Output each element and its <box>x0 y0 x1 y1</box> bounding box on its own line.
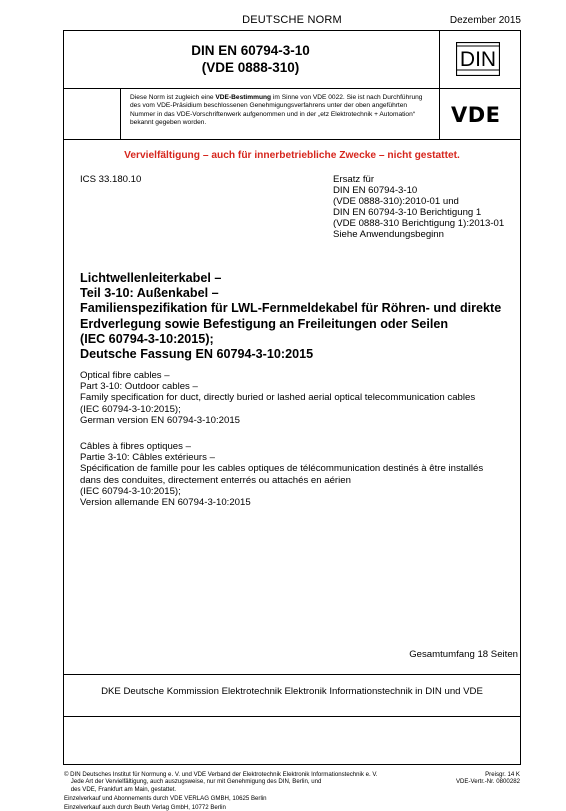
reproduction-warning: Vervielfältigung – auch für innerbetriebliche Zwecke – nicht gestattet. <box>124 150 460 161</box>
replacement-line: (VDE 0888-310 Berichtigung 1):2013-01 <box>333 218 505 229</box>
replacement-info <box>333 174 504 240</box>
title-line: Lichtwellenleiterkabel – <box>80 271 222 285</box>
title-line: Spécification de famille pour les cables optiques de télécommunication destinés à être installés <box>80 463 484 475</box>
standard-title <box>63 30 438 88</box>
vde-regulation-note <box>130 94 432 128</box>
replacement-line: DIN EN 60794-3-10 Berichtigung 1 <box>333 207 482 218</box>
replacement-line: (VDE 0888-310):2010-01 und <box>333 196 459 207</box>
ics-code: ICS 33.180.10 <box>80 174 142 185</box>
price-class: Preisgr. 14 K <box>485 771 520 778</box>
standard-number: DIN EN 60794-3-10 <box>191 43 310 58</box>
replacement-line: Ersatz für <box>333 174 375 185</box>
title-line: (IEC 60794-3-10:2015); <box>80 403 181 415</box>
note-bold: VDE-Bestimmung <box>215 94 272 101</box>
title-line: Optical fibre cables – <box>80 370 170 381</box>
dke-commission: DKE Deutsche Kommission Elektrotechnik Elektronik Informationstechnik in DIN und VDE <box>101 686 483 697</box>
standard-type: DEUTSCHE NORM <box>242 14 342 26</box>
title-line: dans des conduites, directement enterrés ou attachés en aérien <box>80 474 351 486</box>
page-count: Gesamtumfang 18 Seiten <box>409 649 518 660</box>
main-title-german <box>80 271 510 362</box>
divider-line <box>120 88 121 139</box>
title-line: Familienspezifikation für LWL-Fernmeldekabel für Röhren- und direkte <box>80 301 502 316</box>
title-line: Deutsche Fassung EN 60794-3-10:2015 <box>80 347 314 362</box>
note-prefix: Diese Norm ist zugleich eine <box>130 94 216 101</box>
divider-line <box>64 139 520 140</box>
divider-line <box>64 716 520 717</box>
copyright-notice <box>64 771 444 811</box>
vde-number: (VDE 0888-310) <box>201 60 300 75</box>
title-line: German version EN 60794-3-10:2015 <box>80 414 240 426</box>
divider-line <box>64 674 520 675</box>
divider-line <box>439 31 440 139</box>
title-line: Erdverlegung sowie Befestigung an Freileitungen oder Seilen <box>80 316 449 331</box>
title-line: Teil 3-10: Außenkabel – <box>80 286 219 301</box>
copyright-line: © DIN Deutsches Institut für Normung e. V. und VDE Verband der Elektrotechnik Elektronik Informationstechnik e. V. <box>64 771 378 778</box>
title-line: (IEC 60794-3-10:2015); <box>80 331 214 346</box>
title-line: Câbles à fibres optiques – <box>80 441 191 452</box>
title-line: (IEC 60794-3-10:2015); <box>80 485 181 497</box>
title-line: Part 3-10: Outdoor cables – <box>80 381 198 393</box>
page-header <box>63 10 521 30</box>
copyright-line: des VDE, Frankfurt am Main, gestattet. <box>64 785 177 793</box>
divider-line <box>64 88 520 89</box>
sales-line: Einzelverkauf auch durch Beuth Verlag GmbH, 10772 Berlin <box>64 803 226 811</box>
vde-logo: VDE <box>451 103 501 127</box>
replacement-line: Siehe Anwendungsbeginn <box>333 229 444 240</box>
price-group <box>440 771 520 786</box>
title-french <box>80 441 520 508</box>
publication-date: Dezember 2015 <box>449 14 521 26</box>
copyright-line: Jede Art der Vervielfältigung, auch auszugsweise, nur mit Genehmigung des DIN, Berlin, und <box>64 778 322 786</box>
title-line: Version allemande EN 60794-3-10:2015 <box>80 497 251 509</box>
din-logo <box>456 42 500 76</box>
title-line: Partie 3-10: Câbles extérieurs – <box>80 452 215 464</box>
sales-line: Einzelverkauf und Abonnements durch VDE VERLAG GMBH, 10625 Berlin <box>64 795 267 803</box>
din-logo-text: DIN <box>459 48 497 71</box>
note-rest: im Sinne von VDE 0022. Sie ist nach Durchführung des vom VDE-Präsidium beschlossenen Genehmigungsverfahrens unter der oben angeführten Nummer in das VDE-Vorschriftenwerk aufgenommen und in der „etz Elektrotechnik + Automation“ bekannt gegeben worden. <box>130 94 423 127</box>
vde-order-number: VDE-Vertr.-Nr. 0800282 <box>455 778 520 786</box>
title-english <box>80 370 520 426</box>
replacement-line: DIN EN 60794-3-10 <box>333 185 418 196</box>
title-line: Family specification for duct, directly buried or lashed aerial optical telecommunication cables <box>80 392 476 404</box>
